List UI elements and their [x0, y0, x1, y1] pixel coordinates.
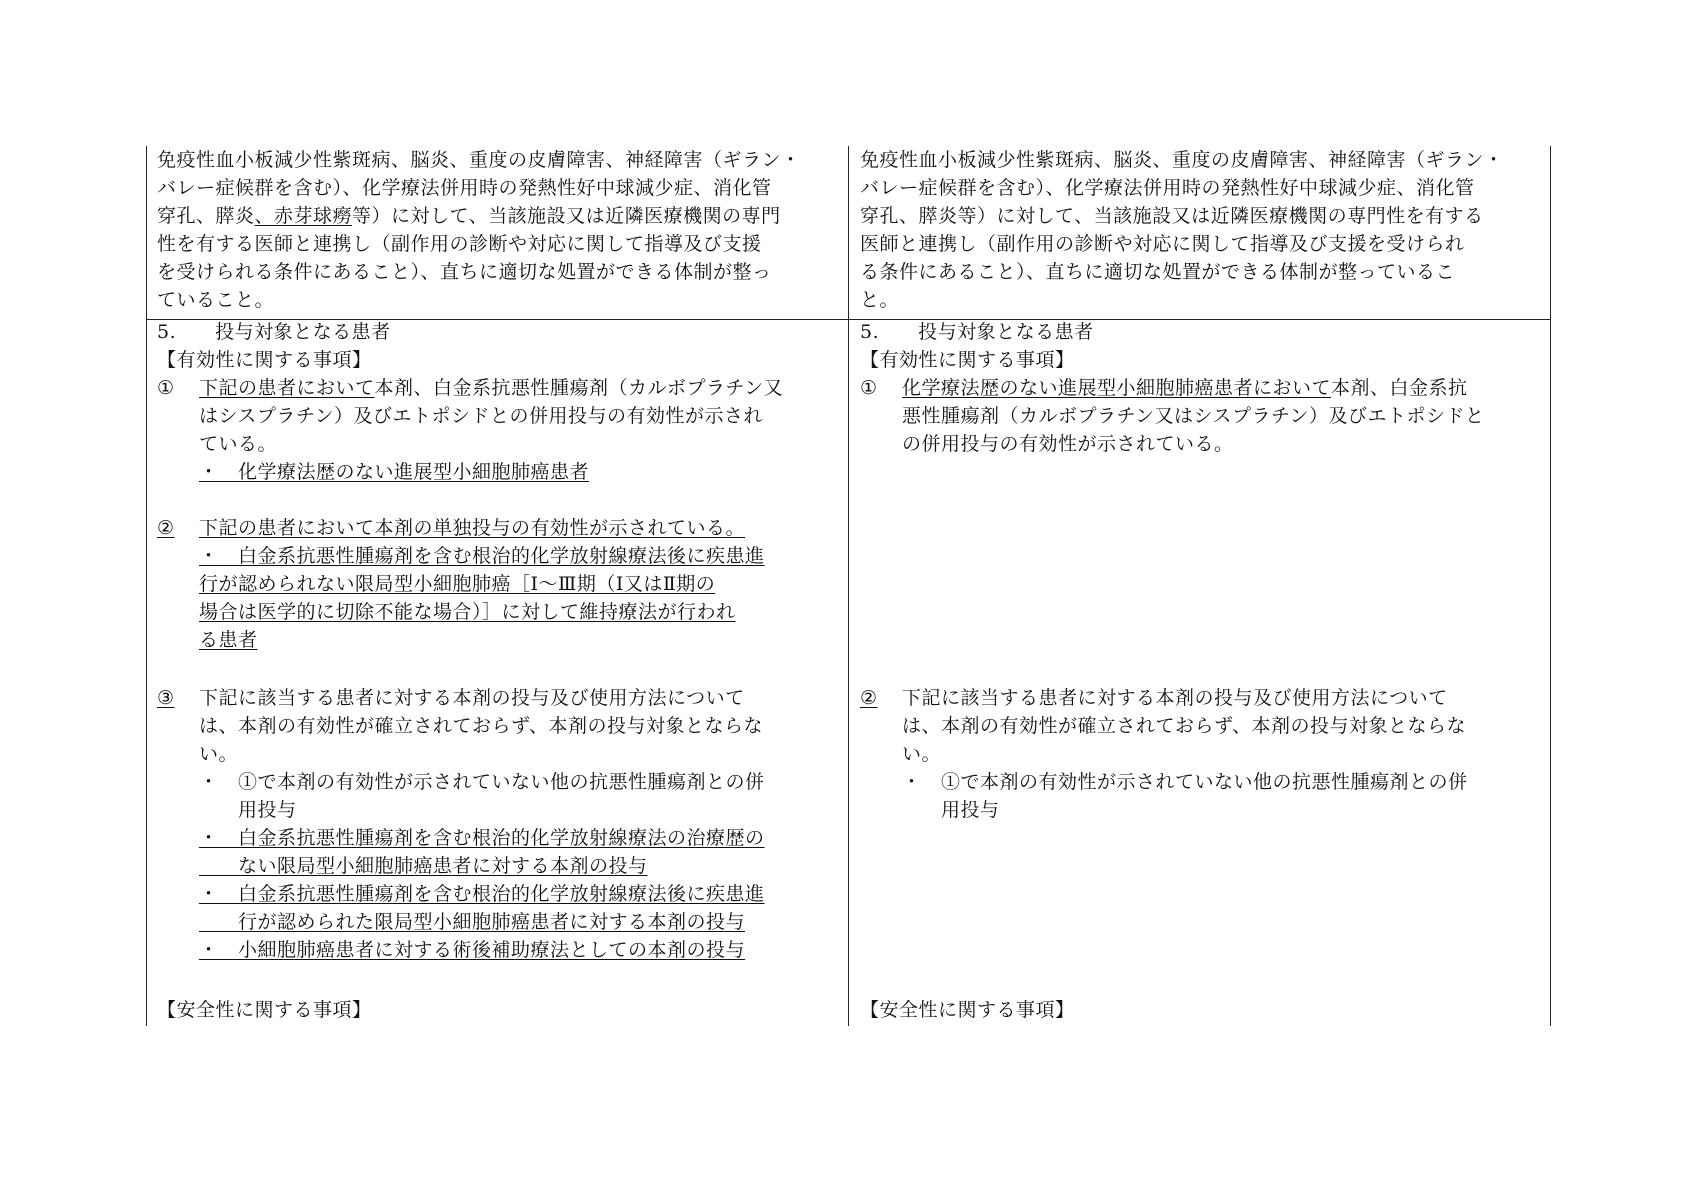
right-item2-line: [902, 684, 1448, 712]
right-item2-bullet-text-segment: ・ ①で本剤の有効性が示されていない他の抗悪性腫瘍剤との併: [902, 771, 1468, 793]
left-top-block-text-segment: ていること。: [157, 289, 275, 311]
left-item3-marker: ③: [157, 687, 175, 709]
right-top-block-line: [860, 174, 1475, 202]
left-item1-marker: ①: [157, 377, 175, 399]
left-top-block-line: [157, 174, 772, 202]
left-item3-bullet-text-segment: ・ 白金系抗悪性腫瘍剤を含む根治的化学放射線療法後に疾患進: [199, 883, 765, 905]
right-top-block-text-segment: る条件にあること）、直ちに適切な処置ができる体制が整っているこ: [860, 261, 1456, 283]
left-top-block-text-segment: 免疫性血小板減少性紫斑病、脳炎、重度の皮膚障害、神経障害（ギラン・: [157, 149, 801, 171]
left-item1-line: [199, 374, 783, 402]
table-border-middle: [848, 146, 849, 1026]
right-item1-text-segment: の併用投与の有効性が示されている。: [902, 433, 1234, 455]
left-item2-text-segment: 下記の患者において本剤の単独投与の有効性が示されている。: [199, 517, 746, 539]
right-safety-heading: 【安全性に関する事項】: [860, 999, 1075, 1021]
left-top-block-text-segment: を受けられる条件にあること）、直ちに適切な処置ができる体制が整っ: [157, 261, 772, 283]
left-item3-bullet-text-segment: ない限局型小細胞肺癌患者に対する本剤の投与: [199, 855, 648, 877]
left-item1-text-segment: ている。: [199, 433, 278, 455]
left-item3-bullet-line: [199, 852, 648, 880]
right-efficacy-heading: 【有効性に関する事項】: [860, 349, 1075, 371]
left-top-block-line: [157, 230, 762, 258]
left-top-block-line: [157, 286, 274, 314]
right-top-block-text-segment: 免疫性血小板減少性紫斑病、脳炎、重度の皮膚障害、神経障害（ギラン・: [860, 149, 1504, 171]
left-item3-bullet-line: [199, 796, 297, 824]
left-item3-bullet-line: [199, 908, 745, 936]
left-item2-bullet-text-segment: ・ 白金系抗悪性腫瘍剤を含む根治的化学放射線療法後に疾患進: [199, 545, 765, 567]
left-item2-bullet-line: [199, 542, 765, 570]
left-item1-text-segment: 下記の患者において: [199, 377, 375, 399]
right-item2-text-segment: は、本剤の有効性が確立されておらず、本剤の投与対象とならな: [902, 715, 1466, 737]
right-top-block-text-segment: と。: [860, 289, 900, 311]
left-item2-bullet-text-segment: る患者: [199, 629, 258, 651]
left-item3-line: [199, 740, 238, 768]
left-top-block-line: [157, 202, 781, 230]
left-item3-bullet-text-segment: ・ 白金系抗悪性腫瘍剤を含む根治的化学放射線療法の治療歴の: [199, 827, 765, 849]
right-item2-text-segment: 下記に該当する患者に対する本剤の投与及び使用方法について: [902, 687, 1448, 709]
right-item1-text-segment: 本剤、白金系抗: [1331, 377, 1468, 399]
left-item2-line: [199, 514, 745, 542]
left-item3-text-segment: は、本剤の有効性が確立されておらず、本剤の投与対象とならな: [199, 715, 763, 737]
right-item2-line: [902, 740, 941, 768]
right-item2-marker: ②: [860, 687, 878, 709]
left-item1-line: [199, 402, 763, 430]
left-top-block-line: [157, 258, 772, 286]
table-border-right: [1550, 146, 1551, 1026]
left-item2-bullet-line: [199, 570, 715, 598]
left-item2-marker: ②: [157, 517, 175, 539]
left-item3-bullet-text-segment: ・ ①で本剤の有効性が示されていない他の抗悪性腫瘍剤との併: [199, 771, 765, 793]
right-top-block-line: [860, 258, 1455, 286]
right-item2-text-segment: い。: [902, 743, 942, 765]
right-item1-marker: ①: [860, 377, 878, 399]
right-item1-line: [902, 402, 1485, 430]
left-item3-bullet-line: [199, 936, 745, 964]
left-item1-bullet-line: [199, 458, 589, 486]
left-item3-line: [199, 684, 745, 712]
right-item2-line: [902, 712, 1466, 740]
left-item1-text-segment: はシスプラチン）及びエトポシドとの併用投与の有効性が示され: [199, 405, 763, 427]
left-item3-bullet-line: [199, 824, 765, 852]
left-item3-line: [199, 712, 763, 740]
left-top-block-text-segment: 、赤芽球癆: [254, 205, 353, 227]
right-item2-bullet-line: [902, 768, 1468, 796]
left-item3-bullet-text-segment: ・ 小細胞肺癌患者に対する術後補助療法としての本剤の投与: [199, 939, 746, 961]
right-item2-bullet-text-segment: 用投与: [902, 799, 1000, 821]
left-item2-bullet-text-segment: 場合は医学的に切除不能な場合）］に対して維持療法が行われ: [199, 601, 736, 623]
right-item1-text-segment: 化学療法歴のない進展型小細胞肺癌患者において: [902, 377, 1332, 399]
left-top-block-text-segment: 等）に対して、当該施設又は近隣医療機関の専門: [352, 205, 781, 227]
left-item1-line: [199, 430, 277, 458]
right-section-heading: 5. 投与対象となる患者: [860, 321, 1094, 343]
right-item1-line: [902, 374, 1468, 402]
right-top-block-text-segment: バレー症候群を含む）、化学療法併用時の発熱性好中球減少症、消化管: [860, 177, 1475, 199]
right-top-block-line: [860, 202, 1484, 230]
right-top-block-text-segment: 医師と連携し（副作用の診断や対応に関して指導及び支援を受けられ: [860, 233, 1465, 255]
left-item3-bullet-line: [199, 880, 765, 908]
table-border-left: [146, 146, 147, 1026]
left-item3-text-segment: 下記に該当する患者に対する本剤の投与及び使用方法について: [199, 687, 745, 709]
left-top-block-text-segment: 穿孔、膵炎: [157, 205, 255, 227]
left-item3-bullet-text-segment: 用投与: [199, 799, 297, 821]
right-top-block-line: [860, 146, 1504, 174]
left-safety-heading: 【安全性に関する事項】: [157, 999, 372, 1021]
left-item3-bullet-line: [199, 768, 765, 796]
right-top-block-line: [860, 286, 899, 314]
left-item3-bullet-text-segment: 行が認められた限局型小細胞肺癌患者に対する本剤の投与: [199, 911, 746, 933]
right-item1-line: [902, 430, 1234, 458]
left-efficacy-heading: 【有効性に関する事項】: [157, 349, 372, 371]
right-top-block-text-segment: 穿孔、膵炎等）に対して、当該施設又は近隣医療機関の専門性を有する: [860, 205, 1484, 227]
left-item1-bullet-text-segment: ・ 化学療法歴のない進展型小細胞肺癌患者: [199, 461, 590, 483]
left-item2-bullet-text-segment: 行が認められない限局型小細胞肺癌［Ⅰ～Ⅲ期（Ⅰ又はⅡ期の: [199, 573, 716, 595]
left-item3-text-segment: い。: [199, 743, 239, 765]
left-item1-text-segment: 本剤、白金系抗悪性腫瘍剤（カルボプラチン又: [374, 377, 784, 399]
right-item2-bullet-line: [902, 796, 1000, 824]
right-item1-text-segment: 悪性腫瘍剤（カルボプラチン又はシスプラチン）及びエトポシドと: [902, 405, 1485, 427]
left-item2-bullet-line: [199, 626, 258, 654]
right-top-block-line: [860, 230, 1465, 258]
left-top-block-text-segment: 性を有する医師と連携し（副作用の診断や対応に関して指導及び支援: [157, 233, 762, 255]
left-top-block-text-segment: バレー症候群を含む）、化学療法併用時の発熱性好中球減少症、消化管: [157, 177, 772, 199]
left-section-heading: 5. 投与対象となる患者: [157, 321, 391, 343]
left-top-block-line: [157, 146, 801, 174]
left-item2-bullet-line: [199, 598, 736, 626]
